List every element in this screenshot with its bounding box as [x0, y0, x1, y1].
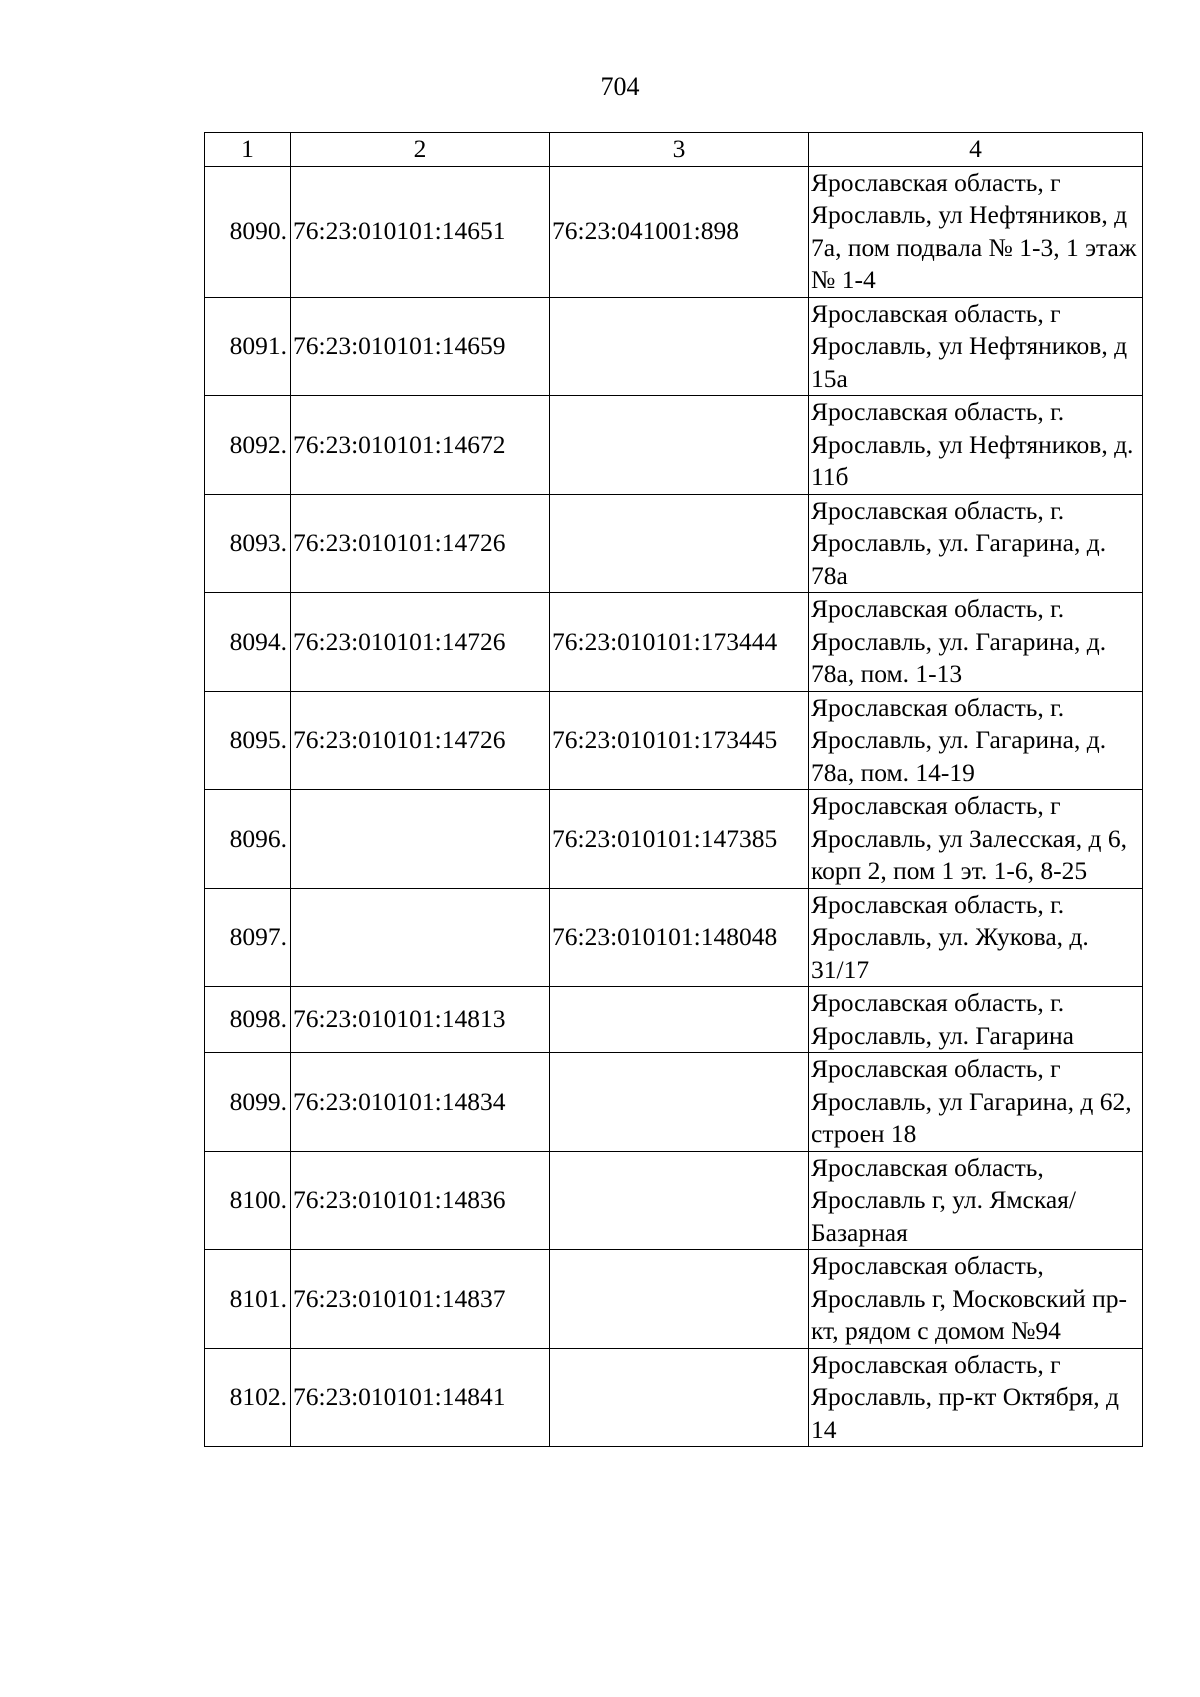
- row-number-cell: 8094.: [205, 593, 291, 692]
- address-cell: Ярославская область, г. Ярославль, ул. Жукова, д. 31/17: [809, 888, 1143, 987]
- table-row: [205, 593, 1143, 692]
- cadastral-premises-cell: 76:23:010101:147385: [550, 790, 809, 889]
- table-row: [205, 494, 1143, 593]
- cadastral-premises-cell: [550, 1348, 809, 1447]
- table-row: [205, 1348, 1143, 1447]
- address-cell: Ярославская область, г. Ярославль, ул. Гагарина, д. 78а, пом. 1-13: [809, 593, 1143, 692]
- cadastral-building-cell: 76:23:010101:14659: [291, 297, 550, 396]
- table-row: [205, 1053, 1143, 1152]
- cadastral-premises-cell: [550, 1151, 809, 1250]
- table-row: [205, 297, 1143, 396]
- row-number-cell: 8090.: [205, 166, 291, 297]
- cadastral-building-cell: 76:23:010101:14841: [291, 1348, 550, 1447]
- cadastral-premises-cell: [550, 494, 809, 593]
- table-header-row: [205, 133, 1143, 167]
- row-number-cell: 8097.: [205, 888, 291, 987]
- table-row: [205, 166, 1143, 297]
- cadastral-premises-cell: 76:23:010101:173445: [550, 691, 809, 790]
- address-cell: Ярославская область, г. Ярославль, ул. Гагарина, д. 78а: [809, 494, 1143, 593]
- address-cell: Ярославская область, Ярославль г, Московский пр-кт, рядом с домом №94: [809, 1250, 1143, 1349]
- cadastral-building-cell: 76:23:010101:14726: [291, 691, 550, 790]
- table-row: [205, 396, 1143, 495]
- cadastral-building-cell: 76:23:010101:14672: [291, 396, 550, 495]
- cadastral-premises-cell: [550, 1053, 809, 1152]
- row-number-cell: 8093.: [205, 494, 291, 593]
- cadastral-building-cell: 76:23:010101:14651: [291, 166, 550, 297]
- row-number-cell: 8092.: [205, 396, 291, 495]
- row-number-cell: 8102.: [205, 1348, 291, 1447]
- cadastral-building-cell: 76:23:010101:14834: [291, 1053, 550, 1152]
- header-cell-1: 1: [205, 133, 291, 167]
- header-cell-2: 2: [291, 133, 550, 167]
- cadastral-premises-cell: [550, 396, 809, 495]
- cadastral-building-cell: 76:23:010101:14837: [291, 1250, 550, 1349]
- cadastral-building-cell: 76:23:010101:14813: [291, 987, 550, 1053]
- cadastral-building-cell: [291, 790, 550, 889]
- table-row: [205, 987, 1143, 1053]
- address-cell: Ярославская область, г. Ярославль, ул Нефтяников, д. 11б: [809, 396, 1143, 495]
- registry-table: [204, 132, 1143, 1447]
- address-cell: Ярославская область, г Ярославль, ул Залесская, д 6, корп 2, пом 1 эт. 1-6, 8-25: [809, 790, 1143, 889]
- row-number-cell: 8096.: [205, 790, 291, 889]
- cadastral-building-cell: 76:23:010101:14726: [291, 494, 550, 593]
- cadastral-premises-cell: 76:23:010101:173444: [550, 593, 809, 692]
- row-number-cell: 8098.: [205, 987, 291, 1053]
- cadastral-premises-cell: 76:23:010101:148048: [550, 888, 809, 987]
- cadastral-premises-cell: 76:23:041001:898: [550, 166, 809, 297]
- cadastral-premises-cell: [550, 987, 809, 1053]
- address-cell: Ярославская область, г Ярославль, пр-кт Октября, д 14: [809, 1348, 1143, 1447]
- table-row: [205, 888, 1143, 987]
- table-row: [205, 790, 1143, 889]
- row-number-cell: 8101.: [205, 1250, 291, 1349]
- address-cell: Ярославская область, г Ярославль, ул Нефтяников, д 15а: [809, 297, 1143, 396]
- row-number-cell: 8099.: [205, 1053, 291, 1152]
- table-row: [205, 1250, 1143, 1349]
- address-cell: Ярославская область, Ярославль г, ул. Ямская/Базарная: [809, 1151, 1143, 1250]
- address-cell: Ярославская область, г. Ярославль, ул. Гагарина: [809, 987, 1143, 1053]
- row-number-cell: 8095.: [205, 691, 291, 790]
- cadastral-building-cell: 76:23:010101:14726: [291, 593, 550, 692]
- address-cell: Ярославская область, г Ярославль, ул Нефтяников, д 7а, пом подвала № 1-3, 1 этаж № 1-4: [809, 166, 1143, 297]
- table-row: [205, 1151, 1143, 1250]
- cadastral-building-cell: 76:23:010101:14836: [291, 1151, 550, 1250]
- cadastral-premises-cell: [550, 1250, 809, 1349]
- address-cell: Ярославская область, г Ярославль, ул Гагарина, д 62, строен 18: [809, 1053, 1143, 1152]
- address-cell: Ярославская область, г. Ярославль, ул. Гагарина, д. 78а, пом. 14-19: [809, 691, 1143, 790]
- header-cell-4: 4: [809, 133, 1143, 167]
- cadastral-premises-cell: [550, 297, 809, 396]
- table-row: [205, 691, 1143, 790]
- header-cell-3: 3: [550, 133, 809, 167]
- row-number-cell: 8091.: [205, 297, 291, 396]
- row-number-cell: 8100.: [205, 1151, 291, 1250]
- page-number: 704: [600, 72, 640, 101]
- cadastral-building-cell: [291, 888, 550, 987]
